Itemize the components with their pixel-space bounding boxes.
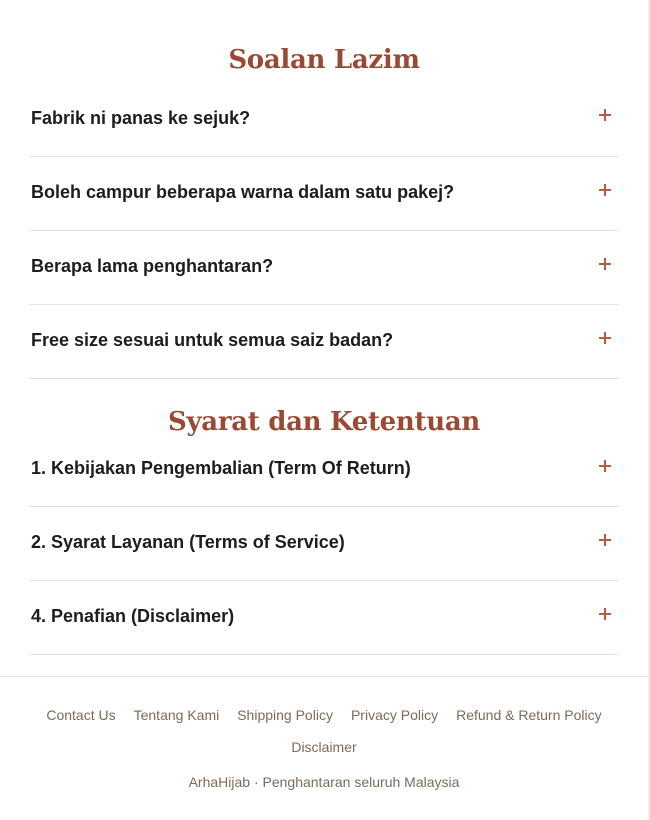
plus-icon[interactable] (594, 603, 616, 625)
terms-question: 1. Kebijakan Pengembalian (Term Of Return) (31, 458, 411, 478)
faq-item[interactable] (29, 305, 619, 379)
plus-icon[interactable] (594, 104, 616, 126)
footer-copyright: ArhaHijab · Penghantaran seluruh Malaysia (188, 774, 460, 790)
footer-nav (24, 677, 624, 756)
footer-link-disclaimer[interactable]: Disclaimer (291, 739, 357, 755)
faq-question: Berapa lama penghantaran? (31, 256, 274, 276)
plus-icon[interactable] (594, 455, 616, 477)
faq-list (29, 82, 619, 379)
terms-question: 2. Syarat Layanan (Terms of Service) (31, 532, 345, 552)
footer-link-refund-return-policy[interactable]: Refund & Return Policy (456, 707, 602, 723)
terms-list (29, 433, 619, 655)
terms-item[interactable] (29, 581, 619, 655)
terms-title: Syarat dan Ketentuan (167, 407, 480, 437)
terms-item[interactable] (29, 433, 619, 507)
faq-question: Fabrik ni panas ke sejuk? (31, 107, 251, 128)
footer-link-privacy-policy[interactable]: Privacy Policy (350, 707, 439, 723)
faq-question: Boleh campur beberapa warna dalam satu pakej? (31, 182, 455, 202)
footer-link-shipping-policy[interactable]: Shipping Policy (237, 707, 333, 723)
faq-item[interactable] (29, 82, 619, 157)
footer-link-contact-us[interactable]: Contact Us (46, 707, 116, 723)
plus-icon[interactable] (594, 327, 616, 349)
plus-icon[interactable] (594, 253, 616, 275)
footer-link-tentang-kami[interactable]: Tentang Kami (133, 707, 220, 723)
plus-icon[interactable] (594, 179, 616, 201)
faq-question: Free size sesuai untuk semua saiz badan? (31, 330, 394, 350)
terms-item[interactable] (29, 507, 619, 581)
site-footer (0, 676, 648, 791)
faq-section (29, 0, 619, 379)
faq-item[interactable] (29, 231, 619, 305)
terms-section (29, 379, 619, 655)
terms-question: 4. Penafian (Disclaimer) (31, 606, 235, 626)
plus-icon[interactable] (594, 529, 616, 551)
faq-title: Soalan Lazim (228, 45, 420, 75)
faq-item[interactable] (29, 157, 619, 231)
